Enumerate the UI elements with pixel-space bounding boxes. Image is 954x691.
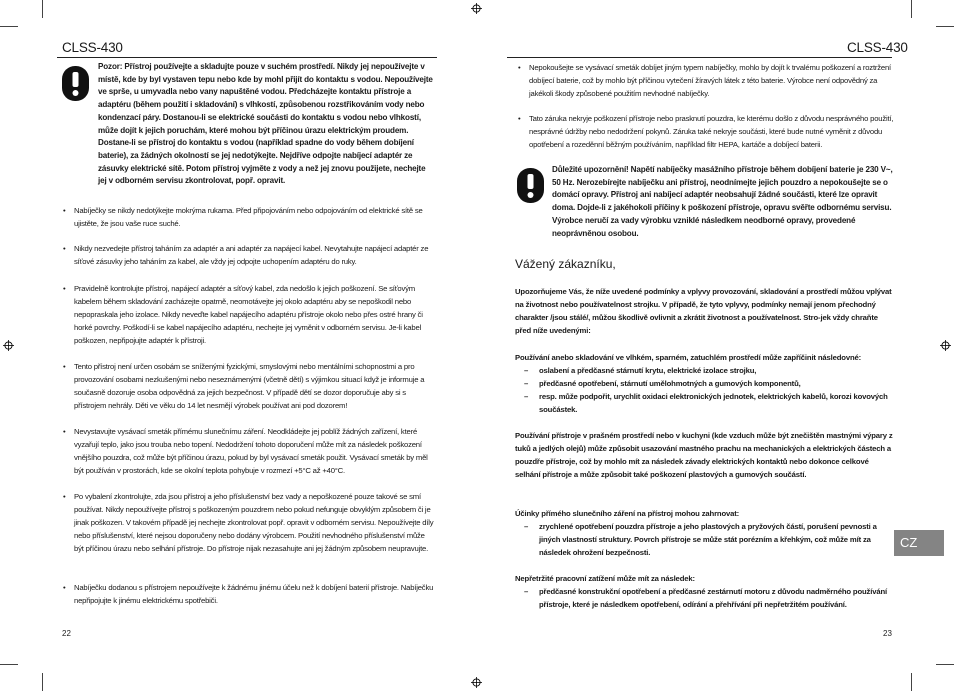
dash-list xyxy=(515,585,895,611)
section-title: Používání anebo skladování ve vlhkém, sparném, zatuchlém prostředí může zapříčinit následovné: xyxy=(515,353,862,362)
list-item-text: zrychlené opotřebení pouzdra přístroje a jeho plastových a pryžových částí, porušení pevnosti a jiných vlastností struktury. Povrch přístroje se může stát porézním a křehkým, což může mít za následek ohrožení bezpečnosti. xyxy=(539,522,877,558)
intro-paragraph: Upozorňujeme Vás, že níže uvedené podmínky a vplyvy provozování, skladování a prostředí můžou vplývat na životnost nebo používatelnost strojku. V případě, že tyto vplyvy, podmínky nemají jenom přechodný charakter /jsou stálé/, můžou škodlivě ovlivnit a zkrátit životnost a používatelnost. Stro-jek vždy chraňte před níže uvedenými: xyxy=(515,287,892,336)
warning-text-right: Důležité upozornění! Napětí nabíječky masážního přístroje během dobíjení baterie je 230 V~, 50 Hz. Nerozebírejte nabíječku ani přístroj, neodnímejte jejich pouzdro a nepokoušejte se o domácí opravy. Přístroj ani nabíjecí adaptér neobsahují žádné součásti, které lze opravit doma. Dojde-li z jakéhokoli příčiny k poškození přístroje, opravu svěřte odbornému servisu. Výrobce neručí za vady výrobku vzniklé následkem neodborné opravy, provedené neoprávněnou osobou. xyxy=(552,165,893,238)
model-label-right: CLSS-430 xyxy=(847,40,908,55)
list-item: • Nepokoušejte se vysávací smeták dobíjet jiným typem nabíječky, mohlo by dojít k trvalému poškození a roztržení dobíjecí baterie, což by mohlo být příčinou vytečení žíravých látek z této baterie. Výrobce není odpovědný za jakékoli škody způsobené použitím nevhodné nabíječky. xyxy=(518,63,891,99)
bullet-text: Nevystavujte vysávací smeták přímému slunečnímu záření. Neodkládejte jej poblíž žádných zařízení, které vyzařují teplo, jako jsou trouba nebo topení. Nedodržení tohoto doporučení může mít za následek poškození vnějšího pouzdra, což může být příčinou úrazu, pokud by byl vysávací smeták použit. Vysávací smeták by měl být používán v prostorách, kde se okolní teplota pohybuje v rozmezí +5°C až +40°C. xyxy=(74,427,428,476)
section-title: Účinky přímého slunečního záření na přístroj mohou zahrnovat: xyxy=(515,509,740,518)
section-continuous-load xyxy=(515,572,895,611)
bullet-text: Tento přístroj není určen osobám se sníženými fyzickými, smyslovými nebo mentálními schopnostmi a pro provozování osobami nezkušenými nebo neseznámenými (včetně dětí) s výjimkou situací když je informuje a současně dozoruje osoba odpovědná za jejich bezpečnost. V případě dětí se dozor doporučuje aby si s přístrojem nehrály. Děti ve věku do 14 let nesmějí výrobek používat ani pod dozorem! xyxy=(74,362,425,411)
crop-mark-icon xyxy=(42,673,43,691)
bullet-text: Nabíječky se nikdy nedotýkejte mokrýma rukama. Před připojováním nebo odpojováním od elektrické sítě se ujistěte, že jsou vaše ruce suché. xyxy=(74,206,423,229)
crop-mark-icon xyxy=(936,664,954,665)
list-item: • Pravidelně kontrolujte přístroj, napájecí adaptér a síťový kabel, zda nedošlo k jejich poškození. Se síťovým kabelem během skladování zacházejte opatrně, neomotávejte jej okolo adaptéru aby se nepoškodil nebo nepopraskala jeho izolace. Nikdy neveďte kabel napájecího adaptéru přístroje okolo nebo přes ostré hrany či horké povrchy. Poškodí-li se kabel napájecího adaptéru, nechejte jej vyměnit v odborném servisu. Je-li kabel poškozen, nepřipojujte adaptér k přístroji. xyxy=(63,284,423,346)
bullet-text: Po vybalení zkontrolujte, zda jsou přístroj a jeho příslušenství bez vady a nepoškozené pouze takové se smí používat. Nikdy nepoužívejte přístroj s poškozeným pouzdrem nebo pokud nefunguje obvyklým způsobem či je jinak poškozen. V takovém případě jej nechejte zkontrolovat popř. opravit v odborném servisu. Nepoužívejte díly nebo příslušenství, které nejsou doporučeny nebo dodány výrobcem. Použití nevhodného příslušenství může být příčinou úrazu nebo selhání přístroje. Do přístroje nijak nezasahujte ani jej žádným způsobem neupravujte. xyxy=(74,492,434,554)
dash-list xyxy=(515,520,895,559)
bullet-text: Pravidelně kontrolujte přístroj, napájecí adaptér a síťový kabel, zda nedošlo k jejich poškození. Se síťovým kabelem během skladování zacházejte opatrně, neomotávejte jej okolo adaptéru aby se nepoškodil nebo nepopraskala jeho izolace. Nikdy neveďte kabel napájecího adaptéru přístroje okolo nebo přes ostré hrany či horké povrchy. Poškodí-li se kabel napájecího adaptéru, nechejte jej vyměnit v odborném servisu. Je-li kabel poškozen, nepřipojujte adaptér k přístroji. xyxy=(74,284,423,346)
crop-mark-icon xyxy=(936,26,954,27)
crop-mark-icon xyxy=(0,26,18,27)
section-sunlight xyxy=(515,507,895,559)
list-item-text: oslabení a předčasné stárnutí krytu, elektrické izolace strojku, xyxy=(539,366,757,376)
list-item: • Tento přístroj není určen osobám se sníženými fyzickými, smyslovými nebo mentálními schopnostmi a pro provozování osobami nezkušenými nebo neseznámenými (včetně dětí) s výjimkou situací když je informuje a současně dozoruje osoba odpovědná za jejich bezpečnost. V případě dětí se dozor doporučuje aby si s přístrojem nehrály. Děti ve věku do 14 let nesmějí výrobek používat ani pod dozorem! xyxy=(63,362,425,411)
list-item-text: resp. může podpořit, urychlit oxidaci elektronických jednotek, elektrických kabelů, korozi kovových součástek. xyxy=(539,392,888,415)
list-item: – zrychlené opotřebení pouzdra přístroje a jeho plastových a pryžových částí, porušení pevnosti a jiných vlastností struktury. Povrch přístroje se může stát porézním a křehkým, což může mít za následek ohrožení bezpečnosti. xyxy=(524,522,877,558)
crop-mark-icon xyxy=(42,0,43,18)
registration-mark-icon xyxy=(940,340,951,351)
bullet-text: Nabíječku dodanou s přístrojem nepoužívejte k žádnému jinému účelu než k dobíjení baterií přístroje. Nabíječku nepřipojujte k jinému elektrickému spotřebiči. xyxy=(74,583,434,606)
list-item: • Nevystavujte vysávací smeták přímému slunečnímu záření. Neodkládejte jej poblíž žádných zařízení, které vyzařují teplo, jako jsou trouba nebo topení. Nedodržení tohoto doporučení může mít za následek poškození vnějšího pouzdra, což může být příčinou úrazu, pokud by byl vysávací smeták použit. Vysávací smeták by měl být používán v prostorách, kde se okolní teplota pohybuje v rozmezí +5°C až +40°C. xyxy=(63,427,428,476)
greeting-heading: Vážený zákazníku, xyxy=(515,257,616,271)
crop-mark-icon xyxy=(911,0,912,18)
warning-text-left: Pozor: Přístroj používejte a skladujte pouze v suchém prostředí. Nikdy jej nepoužívejte v místě, kde by byl vystaven tepu nebo kde by mohl přijít do kontaktu s vodou. Nepoužívejte ve sprše, u umyvadla nebo vany napuštěné vodou. Předcházejte kontaktu přístroje a adaptéru (během použití i skladování) s vlhkostí, způsobenou rozstřikováním vody nebo kondenzací páry. Dostanou-li se elektrické součásti do kontaktu s vodou nebo vlhkostí, může dojít k jejich poruchám, které mohou být příčinou úrazu elektrickým proudem. Dostane-li se přístroj do kontaktu s vodou (například spadne do vody během dobíjení baterie), za žádných okolností se jej nedotýkejte. Nejdříve odpojte nabíjecí adaptér ze zásuvky elektrické sítě. Potom přístroj vyjměte z vody a než jej znovu použijete, nechejte jej v odborném servisu zkontrolovat, popř. opravit. xyxy=(98,62,433,186)
list-item: • Nabíječku dodanou s přístrojem nepoužívejte k žádnému jinému účelu než k dobíjení baterií přístroje. Nabíječku nepřipojujte k jinému elektrickému spotřebiči. xyxy=(63,583,434,606)
language-tab: CZ xyxy=(894,530,944,556)
header-rule-left xyxy=(57,57,437,58)
list-item: • Tato záruka nekryje poškození přístroje nebo prasknutí pouzdra, ke kterému došlo z důvodu nesprávného použití, nesprávné údržby nebo nedodržení pokynů. Záruka také nekryje součásti, které bude nutné vyměnit z důvodu opotřebení a rozeděnní běžným používáním, například filtr HEPA, kartáče a dobíjecí baterii. xyxy=(518,114,894,150)
bullet-text: Nepokoušejte se vysávací smeták dobíjet jiným typem nabíječky, mohlo by dojít k trvalému poškození a roztržení dobíjecí baterie, což by mohlo být příčinou vytečení žíravých látek z této baterie. Výrobce není odpovědný za jakékoli škody způsobené použitím nevhodné nabíječky. xyxy=(529,63,891,99)
right-page xyxy=(477,0,954,691)
page-number-right: 23 xyxy=(883,629,892,638)
bullet-text: Tato záruka nekryje poškození přístroje nebo prasknutí pouzdra, ke kterému došlo z důvodu nesprávného použití, nesprávné údržby nebo nedodržení pokynů. Záruka také nekryje součásti, které bude nutné vyměnit z důvodu opotřebení a rozeděnní běžným používáním, například filtr HEPA, kartáče a dobíjecí baterii. xyxy=(529,114,894,150)
registration-mark-icon xyxy=(3,340,14,351)
crop-mark-icon xyxy=(0,664,18,665)
model-label-left: CLSS-430 xyxy=(62,40,123,55)
registration-mark-icon xyxy=(471,677,482,688)
list-item: – resp. může podpořit, urychlit oxidaci elektronických jednotek, elektrických kabelů, korozi kovových součástek. xyxy=(524,392,888,415)
section-dusty: Používání přístroje v prašném prostředí nebo v kuchyni (kde vzduch může být znečištěn mastnými výpary z tuků a jedlých olejů) může způsobit usazování mastného prachu na mechanických a elektrických částech a pouzdře přístroje, což by mohlo mít za následek závady elektrických kontaktů nebo dokonce celkové selhání přístroje a může způsobit také poškození plastových a gumových součástí. xyxy=(515,431,893,480)
list-item: • Po vybalení zkontrolujte, zda jsou přístroj a jeho příslušenství bez vady a nepoškozené pouze takové se smí používat. Nikdy nepoužívejte přístroj s poškozeným pouzdrem nebo pokud nefunguje obvyklým způsobem či je jinak poškozen. V takovém případě jej nechejte zkontrolovat popř. opravit v odborném servisu. Nepoužívejte díly nebo příslušenství, které nejsou doporučeny nebo dodány výrobcem. Použití nevhodného příslušenství může být příčinou úrazu nebo selhání přístroje. Do přístroje nijak nezasahujte ani jej žádným způsobem neupravujte. xyxy=(63,492,434,554)
list-item-text: předčasné opotřebení, stárnutí umělohmotných a gumových komponentů, xyxy=(539,379,801,389)
list-item: – předčasné opotřebení, stárnutí umělohmotných a gumových komponentů, xyxy=(524,379,801,389)
list-item: • Nabíječky se nikdy nedotýkejte mokrýma rukama. Před připojováním nebo odpojováním od elektrické sítě se ujistěte, že jsou vaše ruce suché. xyxy=(63,206,423,229)
bullet-text: Nikdy nezvedejte přístroj taháním za adaptér a ani adaptér za napájecí kabel. Nevytahujte napájecí adaptér ze síťové zásuvky jeho taháním za kabel, ale vždy jej odpojte uchopením adaptéru do ruky. xyxy=(74,244,429,267)
exclamation-icon xyxy=(517,168,544,203)
page-number-left: 22 xyxy=(62,629,71,638)
crop-mark-icon xyxy=(911,673,912,691)
exclamation-icon xyxy=(62,66,89,101)
list-item-text: předčasné konstrukční opotřebení a předčasné zestárnutí motoru z důvodu nadměrného používání přístroje, které je následkem opotřebení, odírání a přehřívání při nepřetržitém používání. xyxy=(539,587,888,610)
list-item: – předčasné konstrukční opotřebení a předčasné zestárnutí motoru z důvodu nadměrného používání přístroje, které je následkem opotřebení, odírání a přehřívání při nepřetržitém používání. xyxy=(524,587,888,610)
list-item: – oslabení a předčasné stárnutí krytu, elektrické izolace strojku, xyxy=(524,366,757,376)
section-title: Nepřetržité pracovní zatížení může mít za následek: xyxy=(515,574,695,583)
list-item: • Nikdy nezvedejte přístroj taháním za adaptér a ani adaptér za napájecí kabel. Nevytahujte napájecí adaptér ze síťové zásuvky jeho taháním za kabel, ale vždy jej odpojte uchopením adaptéru do ruky. xyxy=(63,244,429,267)
section-humid xyxy=(515,351,895,416)
dash-list xyxy=(515,364,895,416)
header-rule-right xyxy=(507,57,892,58)
registration-mark-icon xyxy=(471,3,482,14)
